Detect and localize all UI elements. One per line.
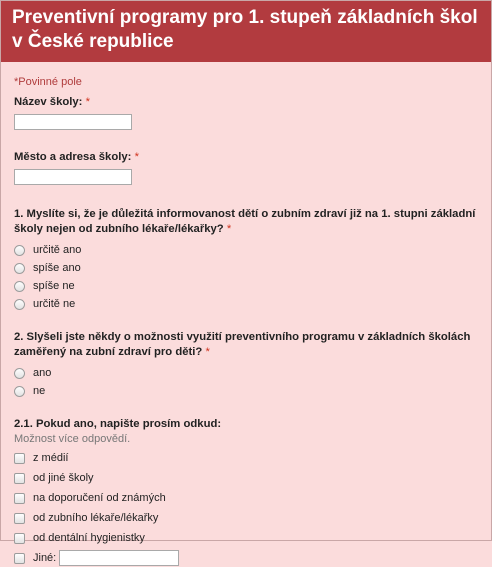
checkbox[interactable] xyxy=(14,473,25,484)
checkbox[interactable] xyxy=(14,493,25,504)
radio-button[interactable] xyxy=(14,245,25,256)
other-input[interactable] xyxy=(59,550,179,566)
question-2-label: 2. Slyšeli jste někdy o možnosti využití preventivního programu v základních školách zaměřený na zubní zdraví pro děti? xyxy=(14,331,471,358)
school-name-field xyxy=(14,95,478,130)
q21-option-doporuceni[interactable]: na doporučení od známých xyxy=(14,489,478,507)
required-star: * xyxy=(205,346,210,358)
q2-option-ano[interactable]: ano xyxy=(14,364,478,382)
help-text: Možnost více odpovědí. xyxy=(14,433,131,445)
checkbox[interactable] xyxy=(14,513,25,524)
question-2-1-label: 2.1. Pokud ano, napište prosím odkud: xyxy=(14,418,222,430)
radio-button[interactable] xyxy=(14,386,25,397)
required-star: * xyxy=(134,151,139,163)
required-star: * xyxy=(85,96,90,108)
checkbox[interactable] xyxy=(14,453,25,464)
question-1-label: 1. Myslíte si, že je důležitá informovanost dětí o zubním zdraví již na 1. stupni základní školy nejen od zubního lékaře/lékařky? xyxy=(14,208,476,235)
required-note: *Povinné pole xyxy=(14,76,82,88)
form-body xyxy=(1,76,491,567)
school-city-input[interactable] xyxy=(14,169,132,185)
question-1 xyxy=(14,207,478,313)
radio-button[interactable] xyxy=(14,299,25,310)
radio-button[interactable] xyxy=(14,368,25,379)
form-title: Preventivní programy pro 1. stupeň základních škol v České republice xyxy=(12,7,478,52)
checkbox[interactable] xyxy=(14,553,25,564)
q2-option-ne[interactable]: ne xyxy=(14,382,478,400)
question-2 xyxy=(14,330,478,400)
school-city-field xyxy=(14,150,478,185)
form-header xyxy=(1,1,491,62)
q1-option-urcite-ne[interactable]: určitě ne xyxy=(14,295,478,313)
checkbox[interactable] xyxy=(14,533,25,544)
q21-option-z-medii[interactable]: z médií xyxy=(14,449,478,467)
school-name-input[interactable] xyxy=(14,114,132,130)
q1-option-spise-ano[interactable]: spíše ano xyxy=(14,259,478,277)
q21-option-dentalni-hygienistka[interactable]: od dentální hygienistky xyxy=(14,529,478,547)
question-2-1 xyxy=(14,417,478,567)
q21-option-od-jine-skoly[interactable]: od jiné školy xyxy=(14,469,478,487)
q1-option-urcite-ano[interactable]: určitě ano xyxy=(14,241,478,259)
school-city-label: Město a adresa školy: xyxy=(14,151,132,163)
q21-option-zubni-lekar[interactable]: od zubního lékaře/lékařky xyxy=(14,509,478,527)
school-name-label: Název školy: xyxy=(14,96,83,108)
required-star: * xyxy=(226,223,232,235)
q1-option-spise-ne[interactable]: spíše ne xyxy=(14,277,478,295)
radio-button[interactable] xyxy=(14,263,25,274)
other-label: Jiné: xyxy=(33,552,57,564)
radio-button[interactable] xyxy=(14,281,25,292)
q21-option-jine[interactable] xyxy=(14,549,478,567)
